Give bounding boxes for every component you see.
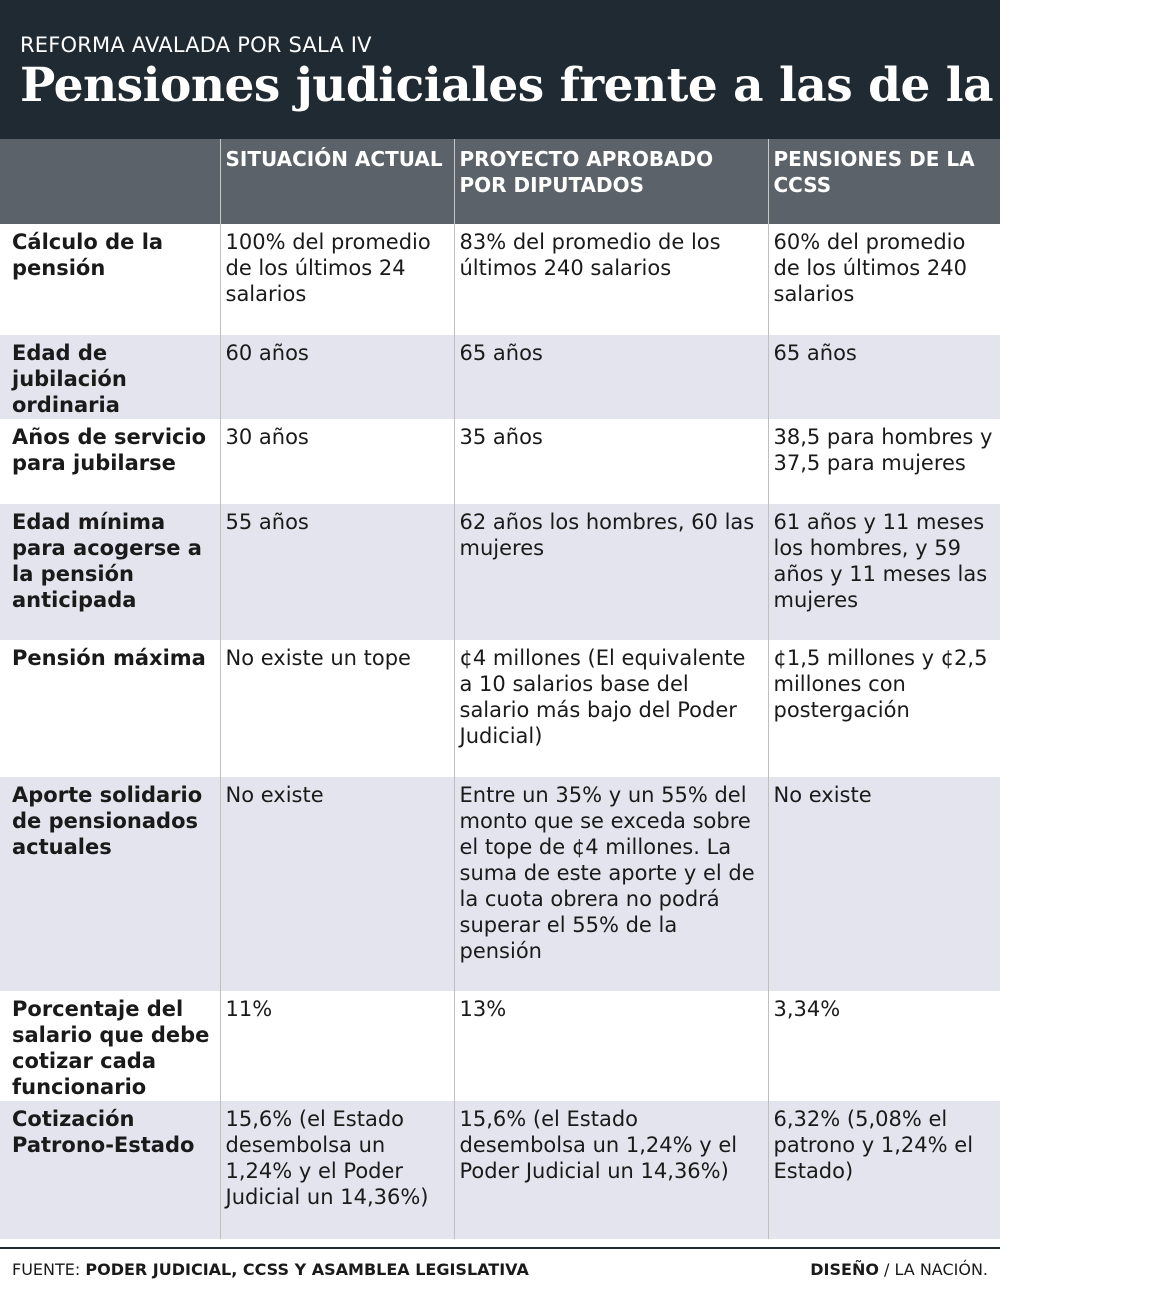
comparison-table (0, 139, 1000, 1239)
kicker: REFORMA AVALADA POR SALA IV (20, 33, 372, 57)
table-cell: 65 años (768, 335, 1000, 419)
table-cell: 60% del promedio de los últimos 240 salarios (768, 224, 1000, 335)
table-row (0, 640, 1000, 777)
table-cell: 30 años (220, 419, 454, 504)
table-row (0, 777, 1000, 991)
table-row (0, 224, 1000, 335)
row-label: Años de servicio para jubilarse (0, 419, 220, 504)
source-value: PODER JUDICIAL, CCSS Y ASAMBLEA LEGISLATIVA (85, 1260, 529, 1279)
column-header-empty (0, 139, 220, 224)
table-cell: No existe un tope (220, 640, 454, 777)
table-cell: 11% (220, 991, 454, 1101)
table-cell: 13% (454, 991, 768, 1101)
row-label: Cotización Patrono-Estado (0, 1101, 220, 1239)
row-label: Edad de jubilación ordinaria (0, 335, 220, 419)
table-row (0, 991, 1000, 1101)
row-label: Edad mínima para acogerse a la pensión anticipada (0, 504, 220, 640)
table-cell: Entre un 35% y un 55% del monto que se exceda sobre el tope de ¢4 millones. La suma de este aporte y el de la cuota obrera no podrá superar el 55% de la pensión (454, 777, 768, 991)
table-cell: 3,34% (768, 991, 1000, 1101)
table-cell: 6,32% (5,08% el patrono y 1,24% el Estado) (768, 1101, 1000, 1239)
table-cell: 61 años y 11 meses los hombres, y 59 años y 11 meses las mujeres (768, 504, 1000, 640)
table-cell: 15,6% (el Estado desembolsa un 1,24% y el Poder Judicial un 14,36%) (454, 1101, 768, 1239)
table-cell: 62 años los hombres, 60 las mujeres (454, 504, 768, 640)
footer (12, 1260, 988, 1279)
row-label: Pensión máxima (0, 640, 220, 777)
table-header-row (0, 139, 1000, 224)
credit (810, 1260, 988, 1279)
page-title: Pensiones judiciales frente a las de la CCSS (20, 58, 1149, 113)
table-cell: No existe (768, 777, 1000, 991)
credit-publisher: / LA NACIÓN. (884, 1260, 988, 1279)
table-cell: 100% del promedio de los últimos 24 salarios (220, 224, 454, 335)
table-cell: 55 años (220, 504, 454, 640)
table-cell: 35 años (454, 419, 768, 504)
column-header-situacion-actual: SITUACIÓN ACTUAL (220, 139, 454, 224)
table-cell: 15,6% (el Estado desembolsa un 1,24% y el Poder Judicial un 14,36%) (220, 1101, 454, 1239)
column-header-pensiones-ccss: PENSIONES DE LA CCSS (768, 139, 1000, 224)
table-cell: ¢1,5 millones y ¢2,5 millones con postergación (768, 640, 1000, 777)
row-label: Cálculo de la pensión (0, 224, 220, 335)
footer-divider (0, 1247, 1000, 1249)
table-cell: ¢4 millones (El equivalente a 10 salarios base del salario más bajo del Poder Judicial) (454, 640, 768, 777)
table-cell: 65 años (454, 335, 768, 419)
row-label: Porcentaje del salario que debe cotizar cada funcionario (0, 991, 220, 1101)
table-row (0, 335, 1000, 419)
table-cell: 60 años (220, 335, 454, 419)
table-cell: No existe (220, 777, 454, 991)
table-cell: 83% del promedio de los últimos 240 salarios (454, 224, 768, 335)
source-label: FUENTE: (12, 1260, 81, 1279)
table-row (0, 419, 1000, 504)
table-row (0, 1101, 1000, 1239)
credit-design: DISEÑO (810, 1260, 879, 1279)
table-row (0, 504, 1000, 640)
column-header-proyecto-aprobado: PROYECTO APROBADO POR DIPUTADOS (454, 139, 768, 224)
row-label: Aporte solidario de pensionados actuales (0, 777, 220, 991)
table-cell: 38,5 para hombres y 37,5 para mujeres (768, 419, 1000, 504)
header-banner (0, 0, 1149, 139)
